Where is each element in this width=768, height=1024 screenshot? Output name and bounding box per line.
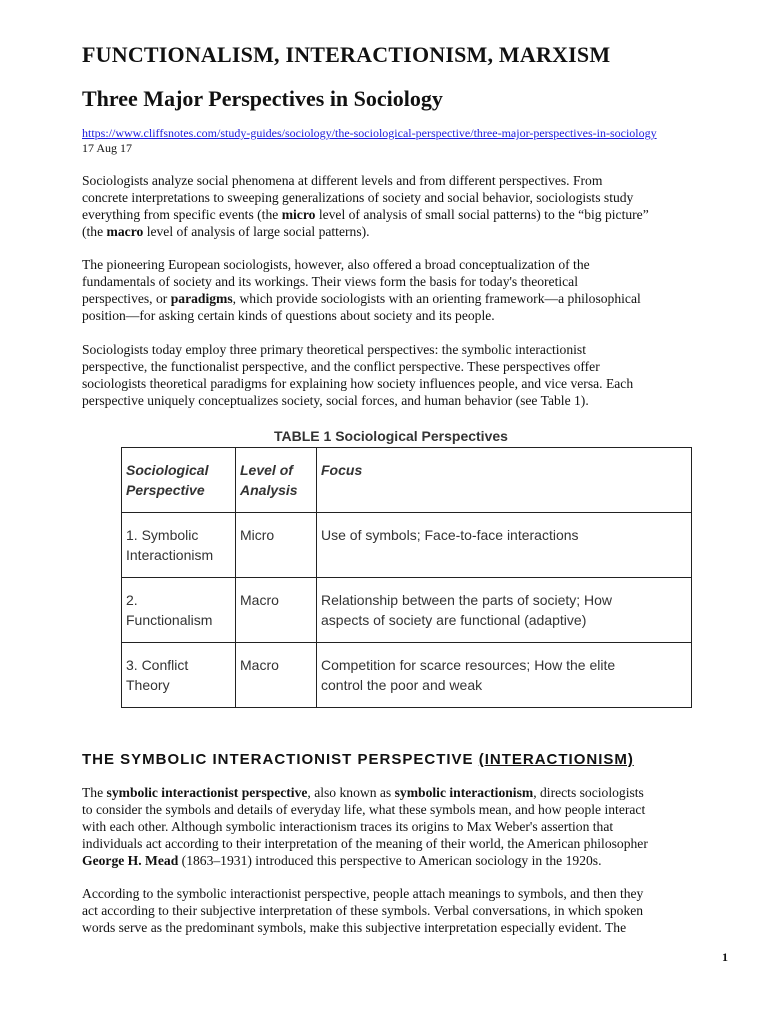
source-link[interactable]: https://www.cliffsnotes.com/study-guides/sociology/the-sociological-perspective/three-major-perspectives-in-sociology	[82, 126, 657, 140]
bold-term: micro	[281, 207, 316, 222]
text-line: everything from specific events (the micro level of analysis of small social patterns) to the “big picture”	[82, 207, 649, 222]
table-caption: TABLE 1 Sociological Perspectives	[274, 428, 508, 444]
text-line: Sociologists today employ three primary theoretical perspectives: the symbolic interactionist	[82, 342, 586, 357]
paragraph-intro	[82, 172, 702, 240]
text-line: sociologists theoretical paradigms for explaining how society influences people, and vice versa. Each	[82, 376, 634, 391]
text-line: to consider the symbols and details of everyday life, what these symbols mean, and how people interact	[82, 802, 646, 817]
table-cell: Competition for scarce resources; How the elite control the poor and weak	[317, 643, 692, 708]
section-heading-main: THE SYMBOLIC INTERACTIONIST PERSPECTIVE	[82, 751, 479, 768]
text-line: George H. Mead (1863–1931) introduced this perspective to American sociology in the 1920s.	[82, 853, 602, 868]
table-cell: 3. Conflict Theory	[122, 643, 236, 708]
document-title: FUNCTIONALISM, INTERACTIONISM, MARXISM	[82, 42, 611, 67]
paragraph-perspectives	[82, 341, 702, 409]
text-line: words serve as the predominant symbols, make this subjective interpretation especially evident. The	[82, 920, 627, 935]
text-line: concrete interpretations to sweeping generalizations of society and social behavior, sociologists study	[82, 190, 634, 205]
bold-term: paradigms	[170, 291, 233, 306]
sociological-perspectives-table	[121, 447, 692, 708]
text-line: fundamentals of society and its workings. Their views form the basis for today's theoretical	[82, 274, 578, 289]
table-row	[122, 578, 692, 643]
table-cell: Micro	[236, 513, 317, 578]
text-line: The symbolic interactionist perspective, also known as symbolic interactionism, directs sociologists	[82, 785, 644, 800]
text-line: perspectives, or paradigms, which provide sociologists with an orienting framework—a philosophical	[82, 291, 641, 306]
text-line: with each other. Although symbolic interactionism traces its origins to Max Weber's assertion that	[82, 819, 614, 834]
text-line: position—for asking certain kinds of questions about society and its people.	[82, 308, 495, 323]
text-line: Sociologists analyze social phenomena at different levels and from different perspectives. From	[82, 173, 603, 188]
bold-term: macro	[106, 224, 144, 239]
table-cell: Macro	[236, 643, 317, 708]
text-line: perspective, the functionalist perspective, and the conflict perspective. These perspectives offer	[82, 359, 600, 374]
table-cell: Macro	[236, 578, 317, 643]
text-line: act according to their subjective interpretation of these symbols. Verbal conversations, in which spoken	[82, 903, 644, 918]
bold-term: symbolic interactionism	[394, 785, 534, 800]
source-date: 17 Aug 17	[82, 141, 133, 155]
table-cell: Use of symbols; Face-to-face interactions	[317, 513, 692, 578]
table-cell: Relationship between the parts of society; How aspects of society are functional (adaptive)	[317, 578, 692, 643]
text-line: The pioneering European sociologists, however, also offered a broad conceptualization of the	[82, 257, 590, 272]
text-line: perspective uniquely conceptualizes society, social forces, and human behavior (see Table 1).	[82, 393, 589, 408]
bold-term: George H. Mead	[82, 853, 179, 868]
paragraph-symbols-meaning	[82, 885, 702, 936]
table-header-cell: Sociological Perspective	[122, 448, 236, 513]
table-row	[122, 643, 692, 708]
paragraph-pioneers	[82, 256, 702, 324]
table-cell: 2. Functionalism	[122, 578, 236, 643]
section-heading	[82, 751, 634, 768]
table-row	[122, 513, 692, 578]
text-line: individuals act according to their interpretation of the meaning of their world, the American philosopher	[82, 836, 648, 851]
paragraph-symbolic-interactionism	[82, 784, 702, 869]
text-line: (the macro level of analysis of large social patterns).	[82, 224, 370, 239]
section-heading-underlined: (INTERACTIONISM)	[478, 751, 634, 768]
table-header-cell: Level of Analysis	[236, 448, 317, 513]
table-cell: 1. Symbolic Interactionism	[122, 513, 236, 578]
page-number: 1	[722, 950, 728, 964]
table-header-row	[122, 448, 692, 513]
document-subtitle: Three Major Perspectives in Sociology	[82, 86, 443, 111]
text-line: According to the symbolic interactionist perspective, people attach meanings to symbols, and then they	[82, 886, 644, 901]
table-header-cell: Focus	[317, 448, 692, 513]
bold-term: symbolic interactionist perspective	[106, 785, 308, 800]
